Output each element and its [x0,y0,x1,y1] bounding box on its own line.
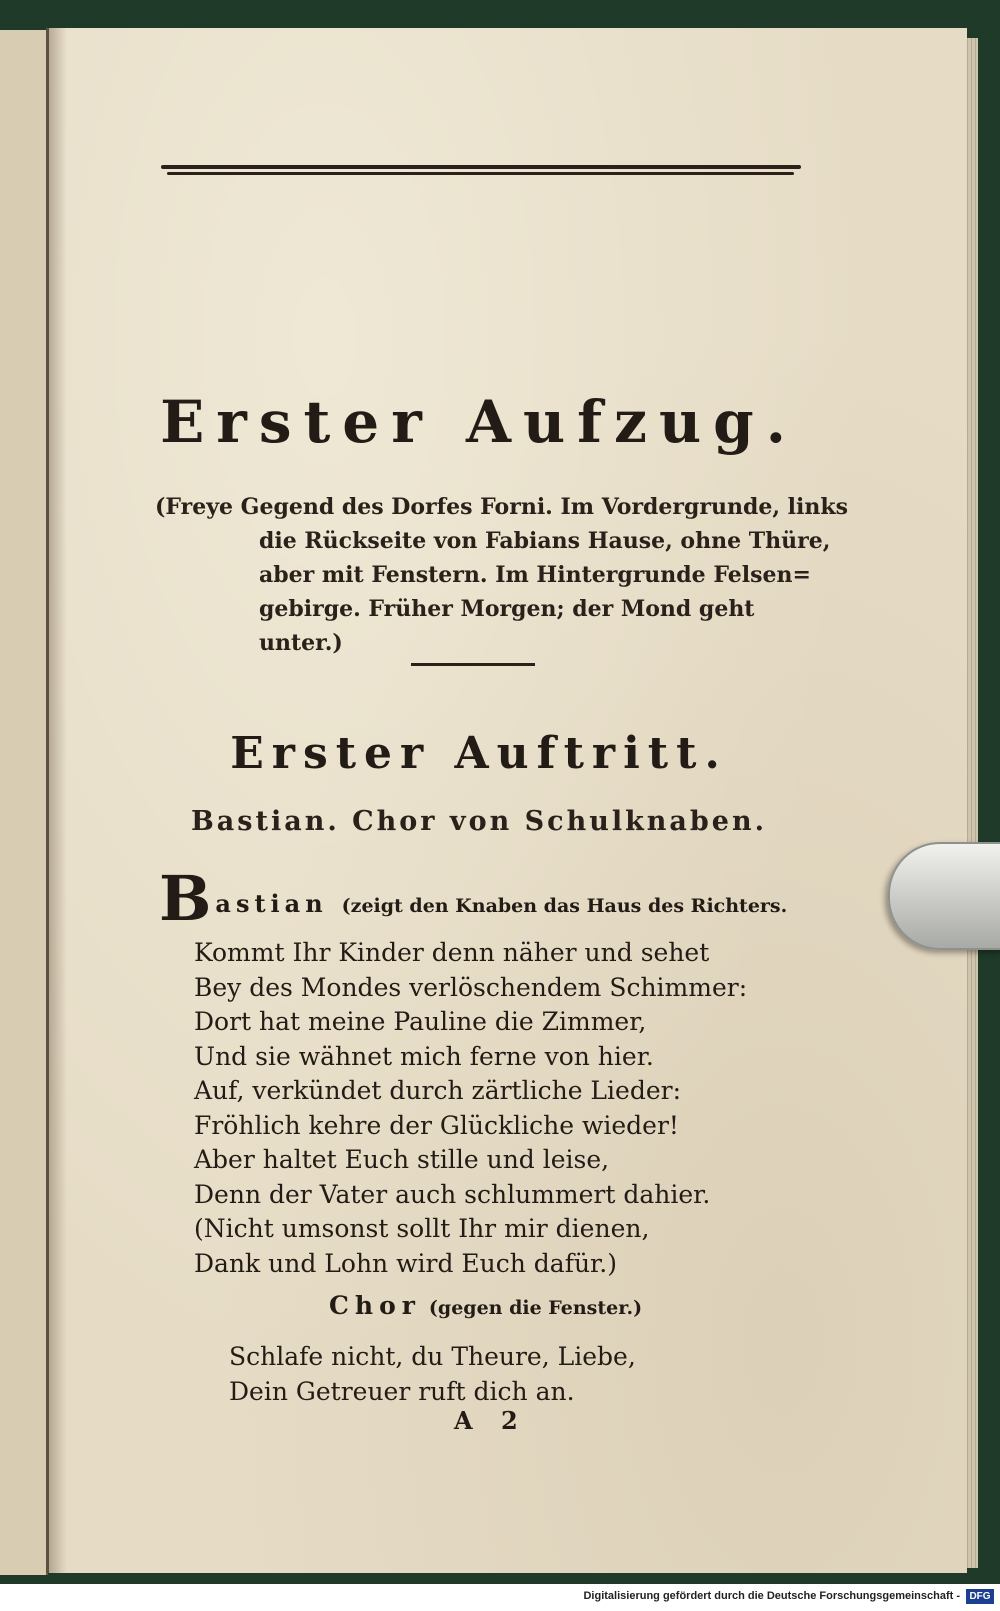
verse-line: Kommt Ihr Kinder denn näher und sehet [194,938,710,967]
bastian-verse [194,936,814,1281]
characters-line: Bastian. Chor von Schulknaben. [190,806,768,837]
scene-title: Erster Auftritt. [230,728,728,779]
chorus-verse [229,1340,789,1409]
verse-line: (Nicht umsonst sollt Ihr mir dienen, [194,1214,650,1243]
section-divider [411,663,535,666]
setting-line: aber mit Fenstern. Im Hintergrunde Felsen= [259,562,811,588]
dfg-logo-icon: DFG [966,1589,994,1604]
speaker-heading [159,862,819,935]
page-clip [888,842,1000,950]
verse-line: Bey des Mondes verlöschendem Schimmer: [194,972,748,1002]
footer-bar [0,1584,1000,1611]
verse-line: Dank und Lohn wird Euch dafür.) [194,1248,617,1278]
setting-line: (Freye Gegend des Dorfes Forni. Im Vordergrunde, links [155,494,849,520]
speaker-name: astian [215,889,328,918]
setting-line: unter.) [259,630,343,656]
setting-description [155,490,849,660]
act-title: Erster Aufzug. [160,388,798,456]
chorus-heading [329,1291,642,1320]
chorus-line: Schlafe nicht, du Theure, Liebe, [229,1342,636,1371]
rule-line-upper [161,165,801,169]
verse-line: Dort hat meine Pauline die Zimmer, [194,1007,647,1036]
verse-line: Aber haltet Euch stille und leise, [194,1145,610,1174]
verse-line: Und sie wähnet mich ferne von hier. [194,1041,654,1071]
verse-line: Fröhlich kehre der Glückliche wieder! [194,1110,679,1140]
footer-credit: Digitalisierung gefördert durch die Deutsche Forschungsgemeinschaft - [583,1590,960,1602]
left-page-edge [0,30,48,1575]
signature-mark: A 2 [454,1406,528,1435]
binding-shadow [49,28,67,1573]
rule-line-lower [167,172,794,175]
stage-direction: (zeigt den Knaben das Haus des Richters. [341,895,788,917]
top-ornamental-rule [161,165,801,175]
book-page [46,28,967,1573]
dropcap-initial: B [159,862,212,935]
verse-line: Auf, verkündet durch zärtliche Lieder: [194,1076,681,1105]
chorus-name: Chor [329,1291,421,1320]
chorus-line: Dein Getreuer ruft dich an. [229,1376,575,1406]
setting-line: gebirge. Früher Morgen; der Mond geht [259,596,755,622]
verse-line: Denn der Vater auch schlummert dahier. [194,1179,711,1209]
setting-line: die Rückseite von Fabians Hause, ohne Thüre, [259,528,831,554]
chorus-direction: (gegen die Fenster.) [428,1297,643,1319]
